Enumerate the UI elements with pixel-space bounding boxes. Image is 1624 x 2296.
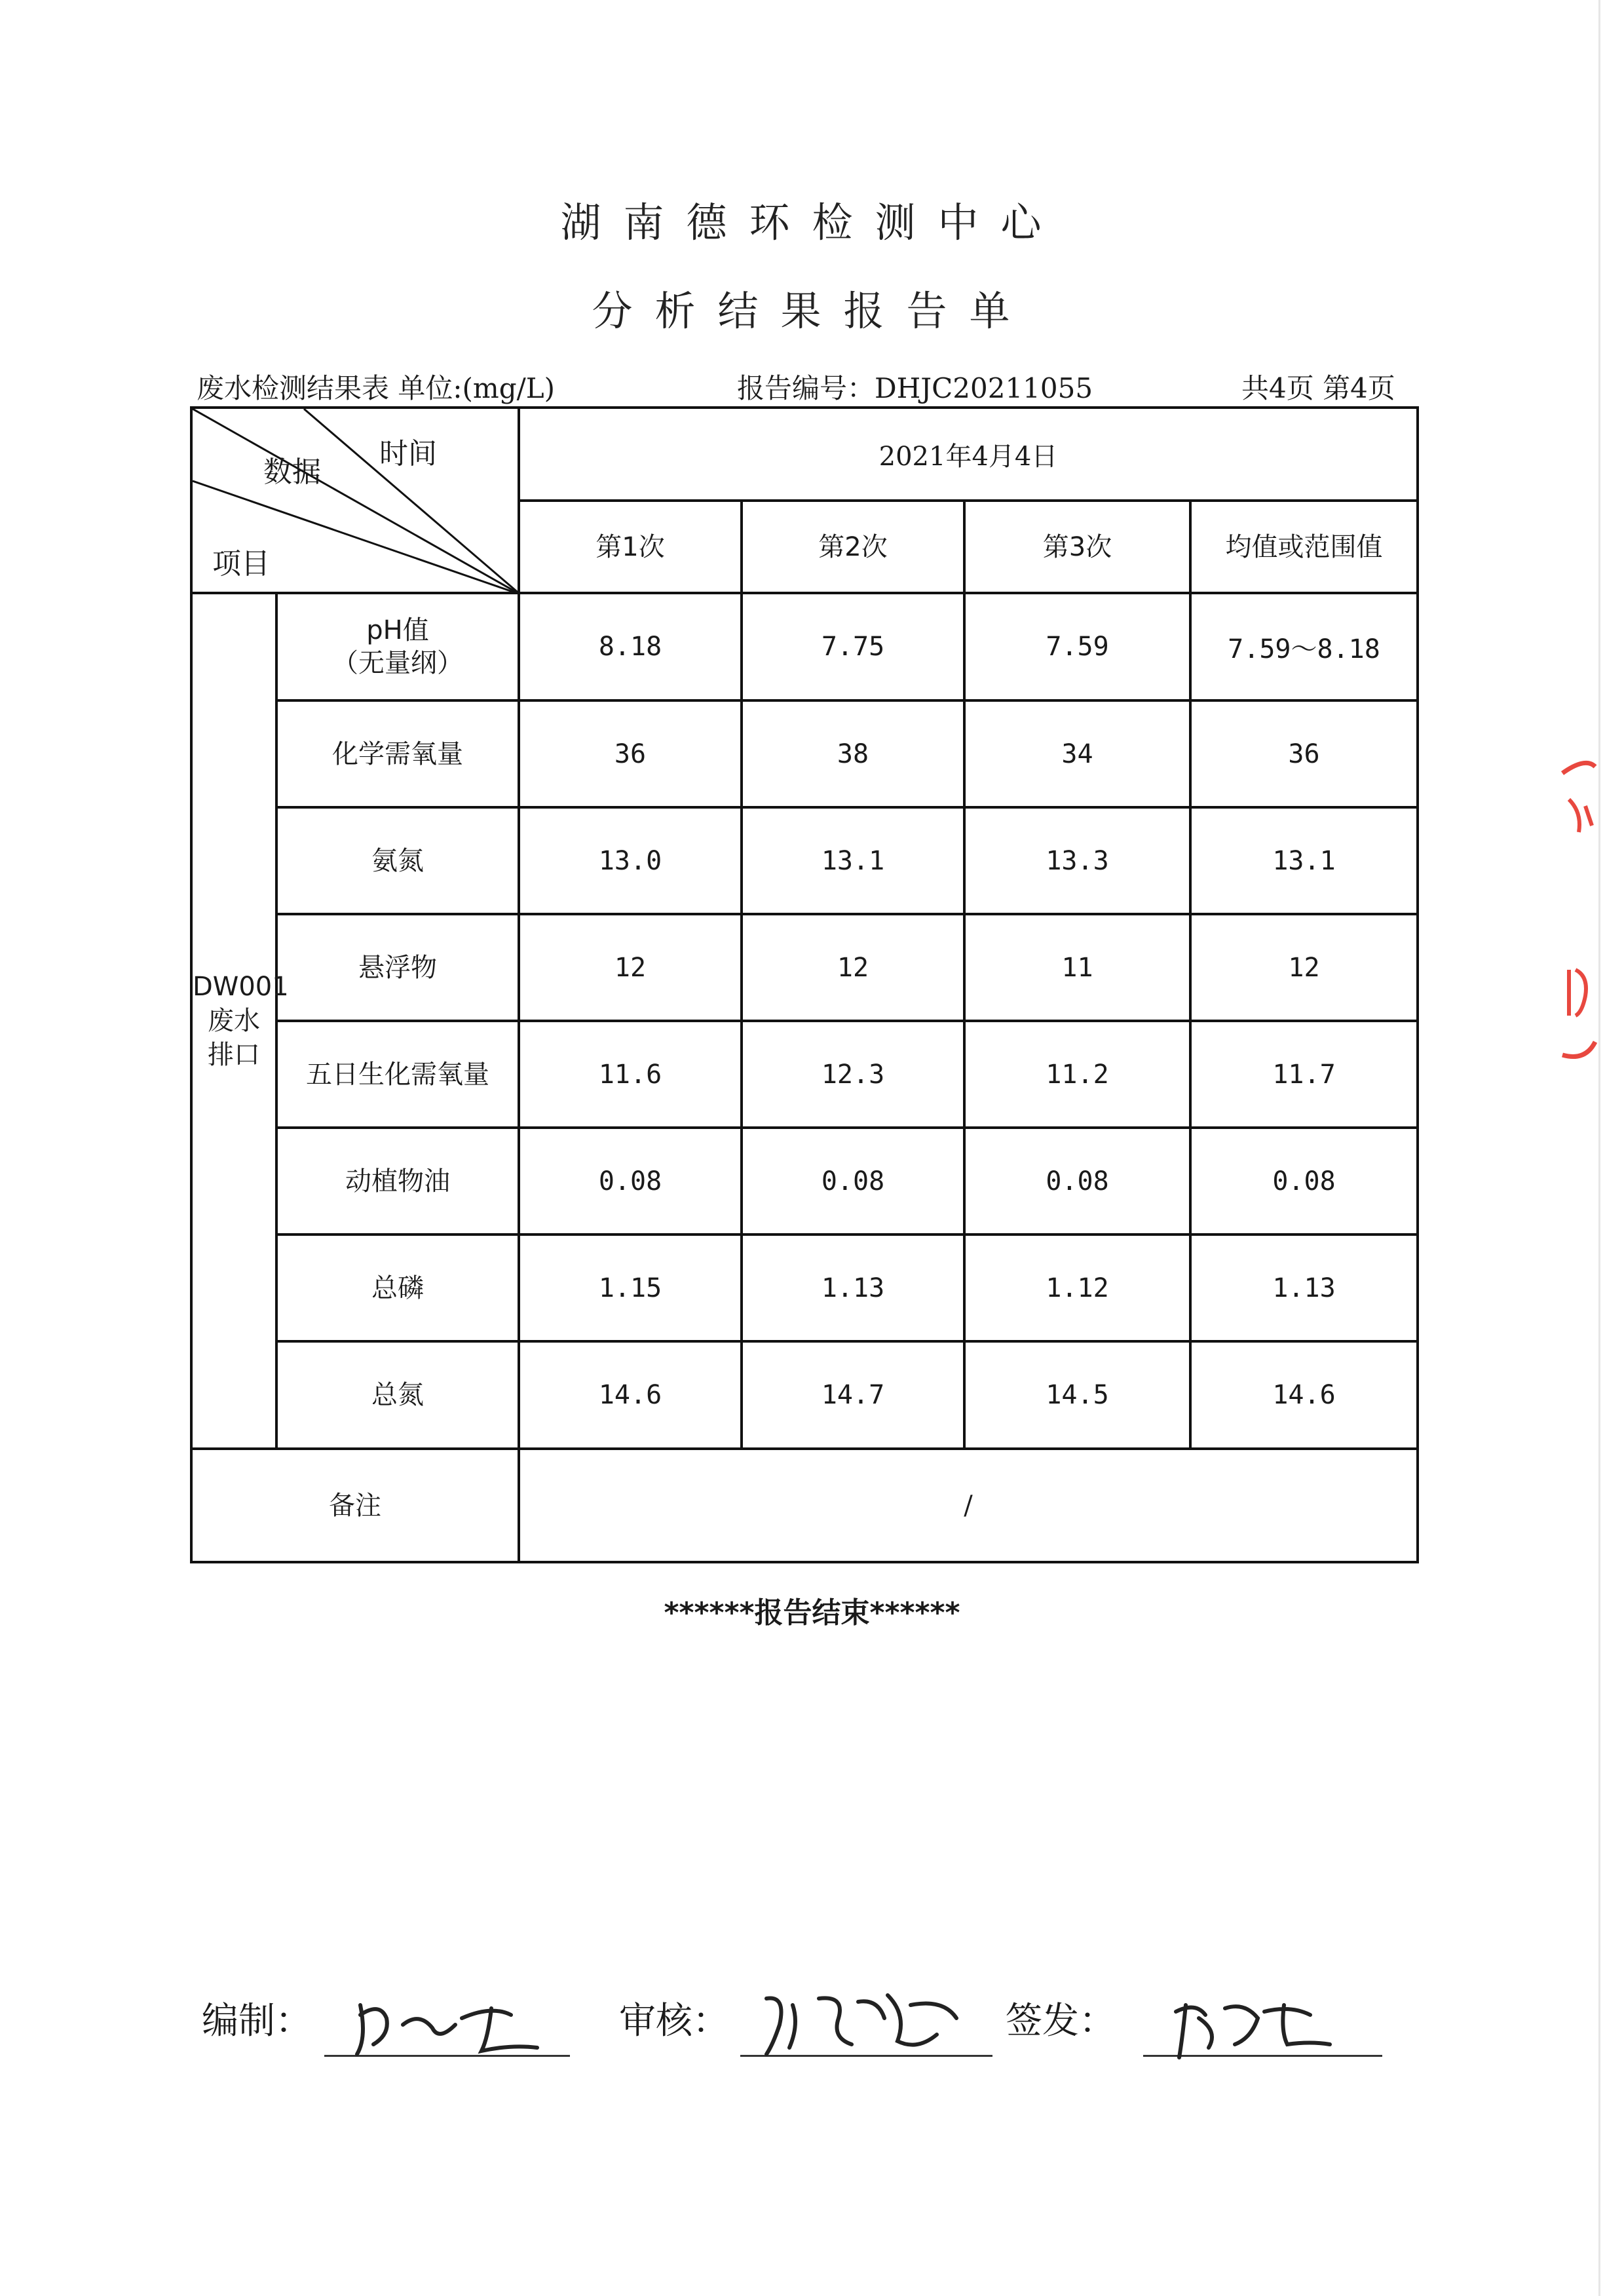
report-title: 分析结果报告单 [592, 287, 1032, 335]
reviewer-label: 审核： [619, 2000, 729, 2042]
result-cell: 7.59～8.18 [1190, 593, 1418, 700]
report-number: 报告编号：DHJC20211055 [737, 372, 1093, 404]
parameter-name: 悬浮物 [276, 914, 519, 1021]
result-cell: 11 [964, 914, 1190, 1021]
corner-data-label: 数据 [263, 455, 321, 489]
parameter-name: 总氮 [276, 1341, 519, 1449]
result-cell: 1.15 [519, 1234, 742, 1341]
result-cell: 38 [742, 700, 964, 807]
result-cell: 34 [964, 700, 1190, 807]
parameter-name: 化学需氧量 [276, 700, 519, 807]
result-cell: 14.5 [964, 1341, 1190, 1449]
sampling-location-cell [191, 593, 289, 1449]
editor-signature [341, 1979, 576, 2064]
parameter-name: 动植物油 [276, 1128, 519, 1234]
result-cell: 12 [1190, 914, 1418, 1021]
result-cell: 13.1 [742, 807, 964, 914]
header-corner-cell [191, 408, 519, 593]
parameter-label: pH值 [366, 615, 429, 645]
result-cell: 11.2 [964, 1021, 1190, 1128]
column-header: 第2次 [742, 501, 964, 593]
date-header: 2021年4月4日 [519, 408, 1418, 501]
result-cell: 13.1 [1190, 807, 1418, 914]
column-header: 第3次 [964, 501, 1190, 593]
result-cell: 36 [1190, 700, 1418, 807]
result-cell: 14.6 [1190, 1341, 1418, 1449]
result-cell: 12.3 [742, 1021, 964, 1128]
result-cell: 11.6 [519, 1021, 742, 1128]
result-cell: 0.08 [964, 1128, 1190, 1234]
location-line: DW001 [193, 972, 289, 1002]
result-cell: 11.7 [1190, 1021, 1418, 1128]
remark-label: 备注 [191, 1449, 519, 1562]
issuer-label: 签发： [1006, 2000, 1116, 2042]
result-cell: 13.0 [519, 807, 742, 914]
result-cell: 7.59 [964, 593, 1190, 700]
result-cell: 14.6 [519, 1341, 742, 1449]
corner-time-label: 时间 [379, 437, 437, 470]
result-cell: 14.7 [742, 1341, 964, 1449]
column-header: 均值或范围值 [1190, 501, 1418, 593]
result-cell: 1.12 [964, 1234, 1190, 1341]
parameter-name [276, 593, 519, 700]
parameter-sublabel: （无量纲） [332, 648, 463, 678]
result-cell: 36 [519, 700, 742, 807]
result-cell: 1.13 [1190, 1234, 1418, 1341]
parameter-name: 五日生化需氧量 [276, 1021, 519, 1128]
column-header: 第1次 [519, 501, 742, 593]
result-cell: 8.18 [519, 593, 742, 700]
result-cell: 12 [519, 914, 742, 1021]
issuer-signature [1160, 1979, 1382, 2064]
result-cell: 0.08 [742, 1128, 964, 1234]
reviewer-signature [747, 1979, 989, 2064]
report-end-marker: ******报告结束****** [664, 1596, 960, 1630]
page-edge-line [1598, 0, 1600, 2296]
result-cell: 7.75 [742, 593, 964, 700]
editor-label: 编制： [202, 2000, 312, 2042]
red-stamp-fragment [1559, 754, 1598, 1068]
result-cell: 1.13 [742, 1234, 964, 1341]
table-caption: 废水检测结果表 单位:(mg/L) [197, 372, 556, 404]
result-cell: 13.3 [964, 807, 1190, 914]
result-cell: 0.08 [1190, 1128, 1418, 1234]
parameter-name: 氨氮 [276, 807, 519, 914]
corner-item-label: 项目 [212, 547, 270, 581]
page-info: 共4页 第4页 [1241, 372, 1395, 404]
result-cell: 0.08 [519, 1128, 742, 1234]
parameter-name: 总磷 [276, 1234, 519, 1341]
location-line: 废水 [208, 1006, 260, 1036]
remark-value: / [519, 1449, 1418, 1562]
results-table [190, 406, 1419, 1563]
org-title: 湖南德环检测中心 [560, 199, 1064, 246]
result-cell: 12 [742, 914, 964, 1021]
location-line: 排口 [208, 1040, 260, 1070]
